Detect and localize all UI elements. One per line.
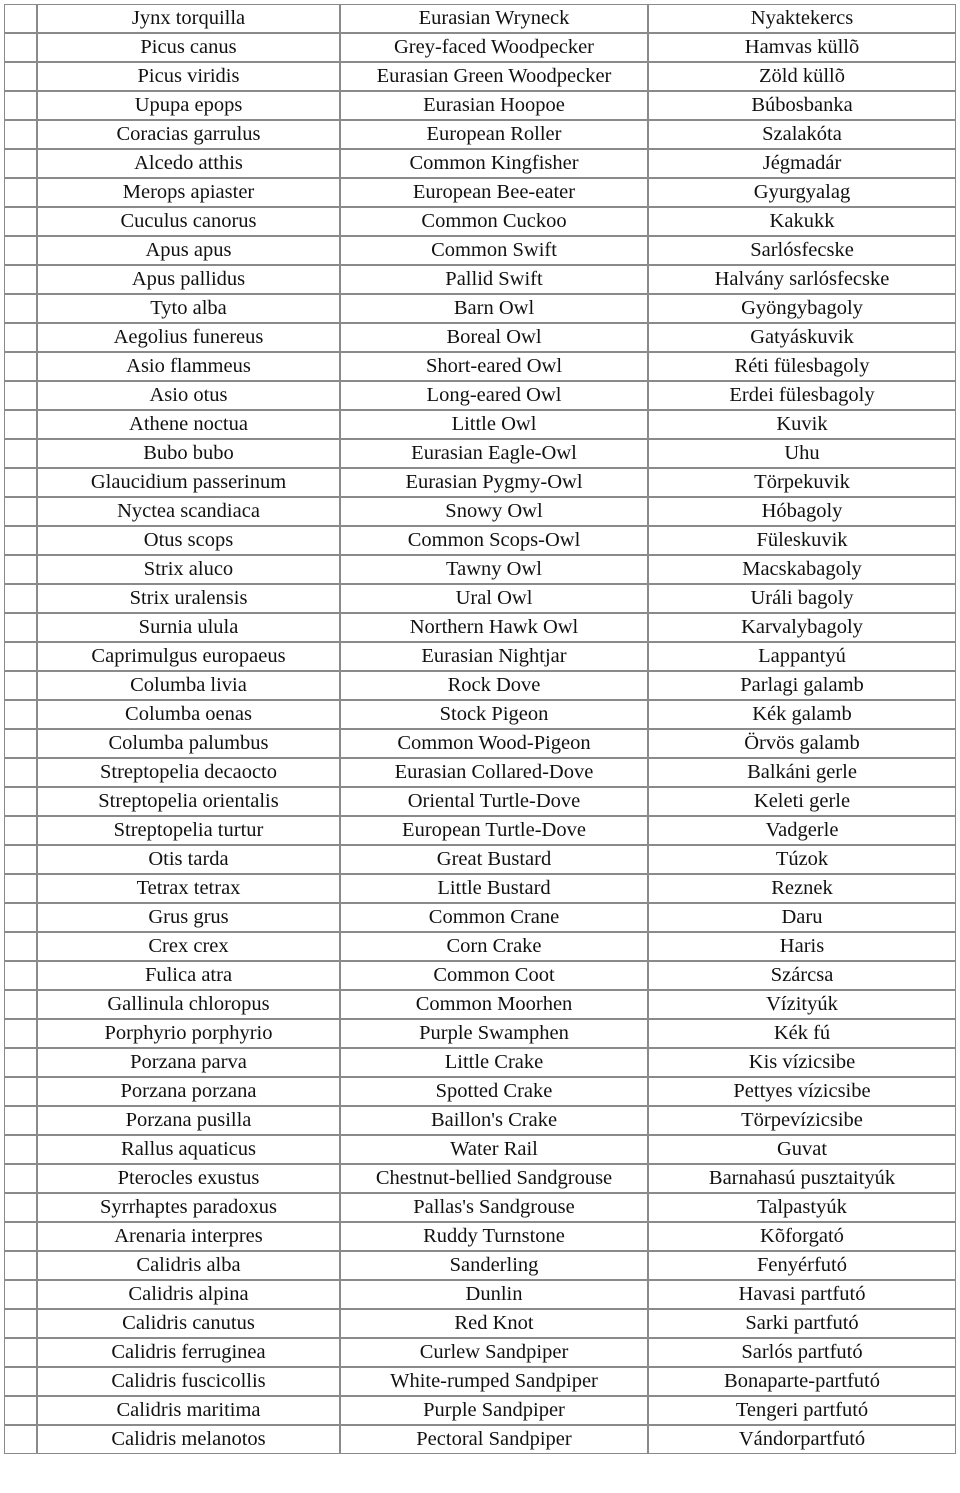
english-name-cell: Purple Swamphen [340,1019,648,1048]
english-name-cell: Little Bustard [340,874,648,903]
row-marker-cell [4,845,37,874]
english-name-cell: Little Owl [340,410,648,439]
hungarian-name-cell: Havasi partfutó [648,1280,956,1309]
hungarian-name-cell: Lappantyú [648,642,956,671]
english-name-cell: Grey-faced Woodpecker [340,33,648,62]
row-marker-cell [4,120,37,149]
hungarian-name-cell: Kék galamb [648,700,956,729]
table-row [4,613,956,642]
hungarian-name-cell: Uhu [648,439,956,468]
table-row [4,787,956,816]
row-marker-cell [4,1280,37,1309]
hungarian-name-cell: Szárcsa [648,961,956,990]
table-row [4,381,956,410]
table-row [4,671,956,700]
english-name-cell: Common Crane [340,903,648,932]
table-row [4,932,956,961]
table-row [4,1164,956,1193]
hungarian-name-cell: Kakukk [648,207,956,236]
hungarian-name-cell: Balkáni gerle [648,758,956,787]
english-name-cell: Great Bustard [340,845,648,874]
latin-name-cell: Grus grus [37,903,340,932]
table-row [4,1338,956,1367]
latin-name-cell: Calidris fuscicollis [37,1367,340,1396]
row-marker-cell [4,497,37,526]
english-name-cell: Snowy Owl [340,497,648,526]
table-row [4,33,956,62]
latin-name-cell: Calidris ferruginea [37,1338,340,1367]
row-marker-cell [4,265,37,294]
english-name-cell: Purple Sandpiper [340,1396,648,1425]
row-marker-cell [4,468,37,497]
table-row [4,265,956,294]
english-name-cell: White-rumped Sandpiper [340,1367,648,1396]
hungarian-name-cell: Hóbagoly [648,497,956,526]
row-marker-cell [4,758,37,787]
hungarian-name-cell: Hamvas küllõ [648,33,956,62]
english-name-cell: Pallid Swift [340,265,648,294]
latin-name-cell: Tetrax tetrax [37,874,340,903]
latin-name-cell: Streptopelia decaocto [37,758,340,787]
hungarian-name-cell: Vadgerle [648,816,956,845]
hungarian-name-cell: Sarlósfecske [648,236,956,265]
row-marker-cell [4,1338,37,1367]
hungarian-name-cell: Daru [648,903,956,932]
latin-name-cell: Porzana porzana [37,1077,340,1106]
table-row [4,323,956,352]
english-name-cell: Barn Owl [340,294,648,323]
row-marker-cell [4,700,37,729]
hungarian-name-cell: Nyaktekercs [648,4,956,33]
row-marker-cell [4,236,37,265]
english-name-cell: Pallas's Sandgrouse [340,1193,648,1222]
latin-name-cell: Columba livia [37,671,340,700]
row-marker-cell [4,1077,37,1106]
row-marker-cell [4,4,37,33]
latin-name-cell: Asio flammeus [37,352,340,381]
table-row [4,845,956,874]
row-marker-cell [4,903,37,932]
latin-name-cell: Otis tarda [37,845,340,874]
hungarian-name-cell: Reznek [648,874,956,903]
table-row [4,1193,956,1222]
row-marker-cell [4,613,37,642]
latin-name-cell: Merops apiaster [37,178,340,207]
hungarian-name-cell: Parlagi galamb [648,671,956,700]
table-row [4,352,956,381]
hungarian-name-cell: Macskabagoly [648,555,956,584]
row-marker-cell [4,1106,37,1135]
latin-name-cell: Crex crex [37,932,340,961]
hungarian-name-cell: Örvös galamb [648,729,956,758]
latin-name-cell: Otus scops [37,526,340,555]
english-name-cell: Common Coot [340,961,648,990]
latin-name-cell: Porzana parva [37,1048,340,1077]
row-marker-cell [4,91,37,120]
english-name-cell: Eurasian Nightjar [340,642,648,671]
hungarian-name-cell: Törpekuvik [648,468,956,497]
row-marker-cell [4,1019,37,1048]
latin-name-cell: Caprimulgus europaeus [37,642,340,671]
latin-name-cell: Columba palumbus [37,729,340,758]
latin-name-cell: Fulica atra [37,961,340,990]
english-name-cell: Baillon's Crake [340,1106,648,1135]
table-row [4,526,956,555]
hungarian-name-cell: Kék fú [648,1019,956,1048]
latin-name-cell: Streptopelia turtur [37,816,340,845]
latin-name-cell: Pterocles exustus [37,1164,340,1193]
table-row [4,1280,956,1309]
row-marker-cell [4,990,37,1019]
table-row [4,120,956,149]
hungarian-name-cell: Fenyérfutó [648,1251,956,1280]
table-row [4,1396,956,1425]
hungarian-name-cell: Uráli bagoly [648,584,956,613]
hungarian-name-cell: Búbosbanka [648,91,956,120]
table-row [4,990,956,1019]
table-row [4,62,956,91]
row-marker-cell [4,207,37,236]
row-marker-cell [4,178,37,207]
table-row [4,961,956,990]
latin-name-cell: Streptopelia orientalis [37,787,340,816]
row-marker-cell [4,323,37,352]
english-name-cell: Eurasian Eagle-Owl [340,439,648,468]
latin-name-cell: Calidris alba [37,1251,340,1280]
table-row [4,1135,956,1164]
hungarian-name-cell: Bonaparte-partfutó [648,1367,956,1396]
hungarian-name-cell: Törpevízicsibe [648,1106,956,1135]
hungarian-name-cell: Karvalybagoly [648,613,956,642]
latin-name-cell: Athene noctua [37,410,340,439]
latin-name-cell: Arenaria interpres [37,1222,340,1251]
latin-name-cell: Porphyrio porphyrio [37,1019,340,1048]
row-marker-cell [4,1164,37,1193]
english-name-cell: Eurasian Green Woodpecker [340,62,648,91]
table-row [4,468,956,497]
latin-name-cell: Strix aluco [37,555,340,584]
table-row [4,1425,956,1454]
english-name-cell: Little Crake [340,1048,648,1077]
latin-name-cell: Asio otus [37,381,340,410]
row-marker-cell [4,1425,37,1454]
table-row [4,1019,956,1048]
row-marker-cell [4,932,37,961]
english-name-cell: Pectoral Sandpiper [340,1425,648,1454]
table-row [4,178,956,207]
latin-name-cell: Coracias garrulus [37,120,340,149]
table-row [4,555,956,584]
hungarian-name-cell: Réti fülesbagoly [648,352,956,381]
latin-name-cell: Syrrhaptes paradoxus [37,1193,340,1222]
table-row [4,236,956,265]
table-row [4,1367,956,1396]
hungarian-name-cell: Vízityúk [648,990,956,1019]
hungarian-name-cell: Gyurgyalag [648,178,956,207]
latin-name-cell: Jynx torquilla [37,4,340,33]
hungarian-name-cell: Szalakóta [648,120,956,149]
english-name-cell: Eurasian Wryneck [340,4,648,33]
english-name-cell: Common Wood-Pigeon [340,729,648,758]
row-marker-cell [4,642,37,671]
latin-name-cell: Glaucidium passerinum [37,468,340,497]
table-row [4,1309,956,1338]
hungarian-name-cell: Gyöngybagoly [648,294,956,323]
row-marker-cell [4,787,37,816]
latin-name-cell: Upupa epops [37,91,340,120]
english-name-cell: Ruddy Turnstone [340,1222,648,1251]
english-name-cell: Common Scops-Owl [340,526,648,555]
english-name-cell: Spotted Crake [340,1077,648,1106]
english-name-cell: Red Knot [340,1309,648,1338]
row-marker-cell [4,62,37,91]
hungarian-name-cell: Guvat [648,1135,956,1164]
english-name-cell: Chestnut-bellied Sandgrouse [340,1164,648,1193]
english-name-cell: Common Swift [340,236,648,265]
latin-name-cell: Strix uralensis [37,584,340,613]
latin-name-cell: Picus canus [37,33,340,62]
hungarian-name-cell: Halvány sarlósfecske [648,265,956,294]
english-name-cell: Eurasian Collared-Dove [340,758,648,787]
hungarian-name-cell: Erdei fülesbagoly [648,381,956,410]
hungarian-name-cell: Jégmadár [648,149,956,178]
english-name-cell: Corn Crake [340,932,648,961]
english-name-cell: Boreal Owl [340,323,648,352]
english-name-cell: Common Kingfisher [340,149,648,178]
hungarian-name-cell: Gatyáskuvik [648,323,956,352]
table-row [4,207,956,236]
latin-name-cell: Alcedo atthis [37,149,340,178]
row-marker-cell [4,526,37,555]
table-row [4,1077,956,1106]
latin-name-cell: Cuculus canorus [37,207,340,236]
table-row [4,700,956,729]
hungarian-name-cell: Füleskuvik [648,526,956,555]
hungarian-name-cell: Kis vízicsibe [648,1048,956,1077]
english-name-cell: Oriental Turtle-Dove [340,787,648,816]
table-row [4,1106,956,1135]
latin-name-cell: Apus apus [37,236,340,265]
row-marker-cell [4,381,37,410]
latin-name-cell: Columba oenas [37,700,340,729]
row-marker-cell [4,410,37,439]
table-row [4,149,956,178]
bird-rows [4,4,956,1454]
table-row [4,497,956,526]
hungarian-name-cell: Sarlós partfutó [648,1338,956,1367]
english-name-cell: Northern Hawk Owl [340,613,648,642]
table-row [4,294,956,323]
latin-name-cell: Rallus aquaticus [37,1135,340,1164]
row-marker-cell [4,584,37,613]
table-row [4,91,956,120]
latin-name-cell: Gallinula chloropus [37,990,340,1019]
table-row [4,758,956,787]
english-name-cell: Water Rail [340,1135,648,1164]
latin-name-cell: Calidris melanotos [37,1425,340,1454]
row-marker-cell [4,816,37,845]
english-name-cell: European Bee-eater [340,178,648,207]
row-marker-cell [4,294,37,323]
table-row [4,410,956,439]
latin-name-cell: Tyto alba [37,294,340,323]
latin-name-cell: Calidris canutus [37,1309,340,1338]
english-name-cell: Eurasian Pygmy-Owl [340,468,648,497]
english-name-cell: Stock Pigeon [340,700,648,729]
row-marker-cell [4,1309,37,1338]
table-row [4,816,956,845]
hungarian-name-cell: Kõforgató [648,1222,956,1251]
english-name-cell: Rock Dove [340,671,648,700]
latin-name-cell: Calidris alpina [37,1280,340,1309]
english-name-cell: Tawny Owl [340,555,648,584]
hungarian-name-cell: Talpastyúk [648,1193,956,1222]
row-marker-cell [4,729,37,758]
latin-name-cell: Calidris maritima [37,1396,340,1425]
hungarian-name-cell: Vándorpartfutó [648,1425,956,1454]
table-row [4,439,956,468]
row-marker-cell [4,1193,37,1222]
english-name-cell: Common Cuckoo [340,207,648,236]
table-row [4,874,956,903]
bird-species-table [4,4,956,1454]
hungarian-name-cell: Haris [648,932,956,961]
row-marker-cell [4,1135,37,1164]
latin-name-cell: Apus pallidus [37,265,340,294]
table-row [4,1222,956,1251]
table-row [4,729,956,758]
english-name-cell: European Roller [340,120,648,149]
row-marker-cell [4,671,37,700]
hungarian-name-cell: Pettyes vízicsibe [648,1077,956,1106]
table-row [4,1251,956,1280]
row-marker-cell [4,1367,37,1396]
row-marker-cell [4,1222,37,1251]
english-name-cell: Eurasian Hoopoe [340,91,648,120]
english-name-cell: Sanderling [340,1251,648,1280]
row-marker-cell [4,1396,37,1425]
latin-name-cell: Picus viridis [37,62,340,91]
english-name-cell: European Turtle-Dove [340,816,648,845]
english-name-cell: Long-eared Owl [340,381,648,410]
row-marker-cell [4,1251,37,1280]
latin-name-cell: Surnia ulula [37,613,340,642]
row-marker-cell [4,439,37,468]
latin-name-cell: Nyctea scandiaca [37,497,340,526]
table-row [4,4,956,33]
row-marker-cell [4,352,37,381]
hungarian-name-cell: Barnahasú pusztaityúk [648,1164,956,1193]
row-marker-cell [4,149,37,178]
english-name-cell: Common Moorhen [340,990,648,1019]
row-marker-cell [4,555,37,584]
row-marker-cell [4,961,37,990]
latin-name-cell: Bubo bubo [37,439,340,468]
hungarian-name-cell: Túzok [648,845,956,874]
hungarian-name-cell: Tengeri partfutó [648,1396,956,1425]
table-row [4,584,956,613]
english-name-cell: Ural Owl [340,584,648,613]
english-name-cell: Dunlin [340,1280,648,1309]
hungarian-name-cell: Keleti gerle [648,787,956,816]
table-row [4,642,956,671]
hungarian-name-cell: Sarki partfutó [648,1309,956,1338]
hungarian-name-cell: Zöld küllõ [648,62,956,91]
english-name-cell: Short-eared Owl [340,352,648,381]
hungarian-name-cell: Kuvik [648,410,956,439]
english-name-cell: Curlew Sandpiper [340,1338,648,1367]
latin-name-cell: Porzana pusilla [37,1106,340,1135]
row-marker-cell [4,33,37,62]
table-row [4,903,956,932]
table-row [4,1048,956,1077]
row-marker-cell [4,1048,37,1077]
latin-name-cell: Aegolius funereus [37,323,340,352]
row-marker-cell [4,874,37,903]
